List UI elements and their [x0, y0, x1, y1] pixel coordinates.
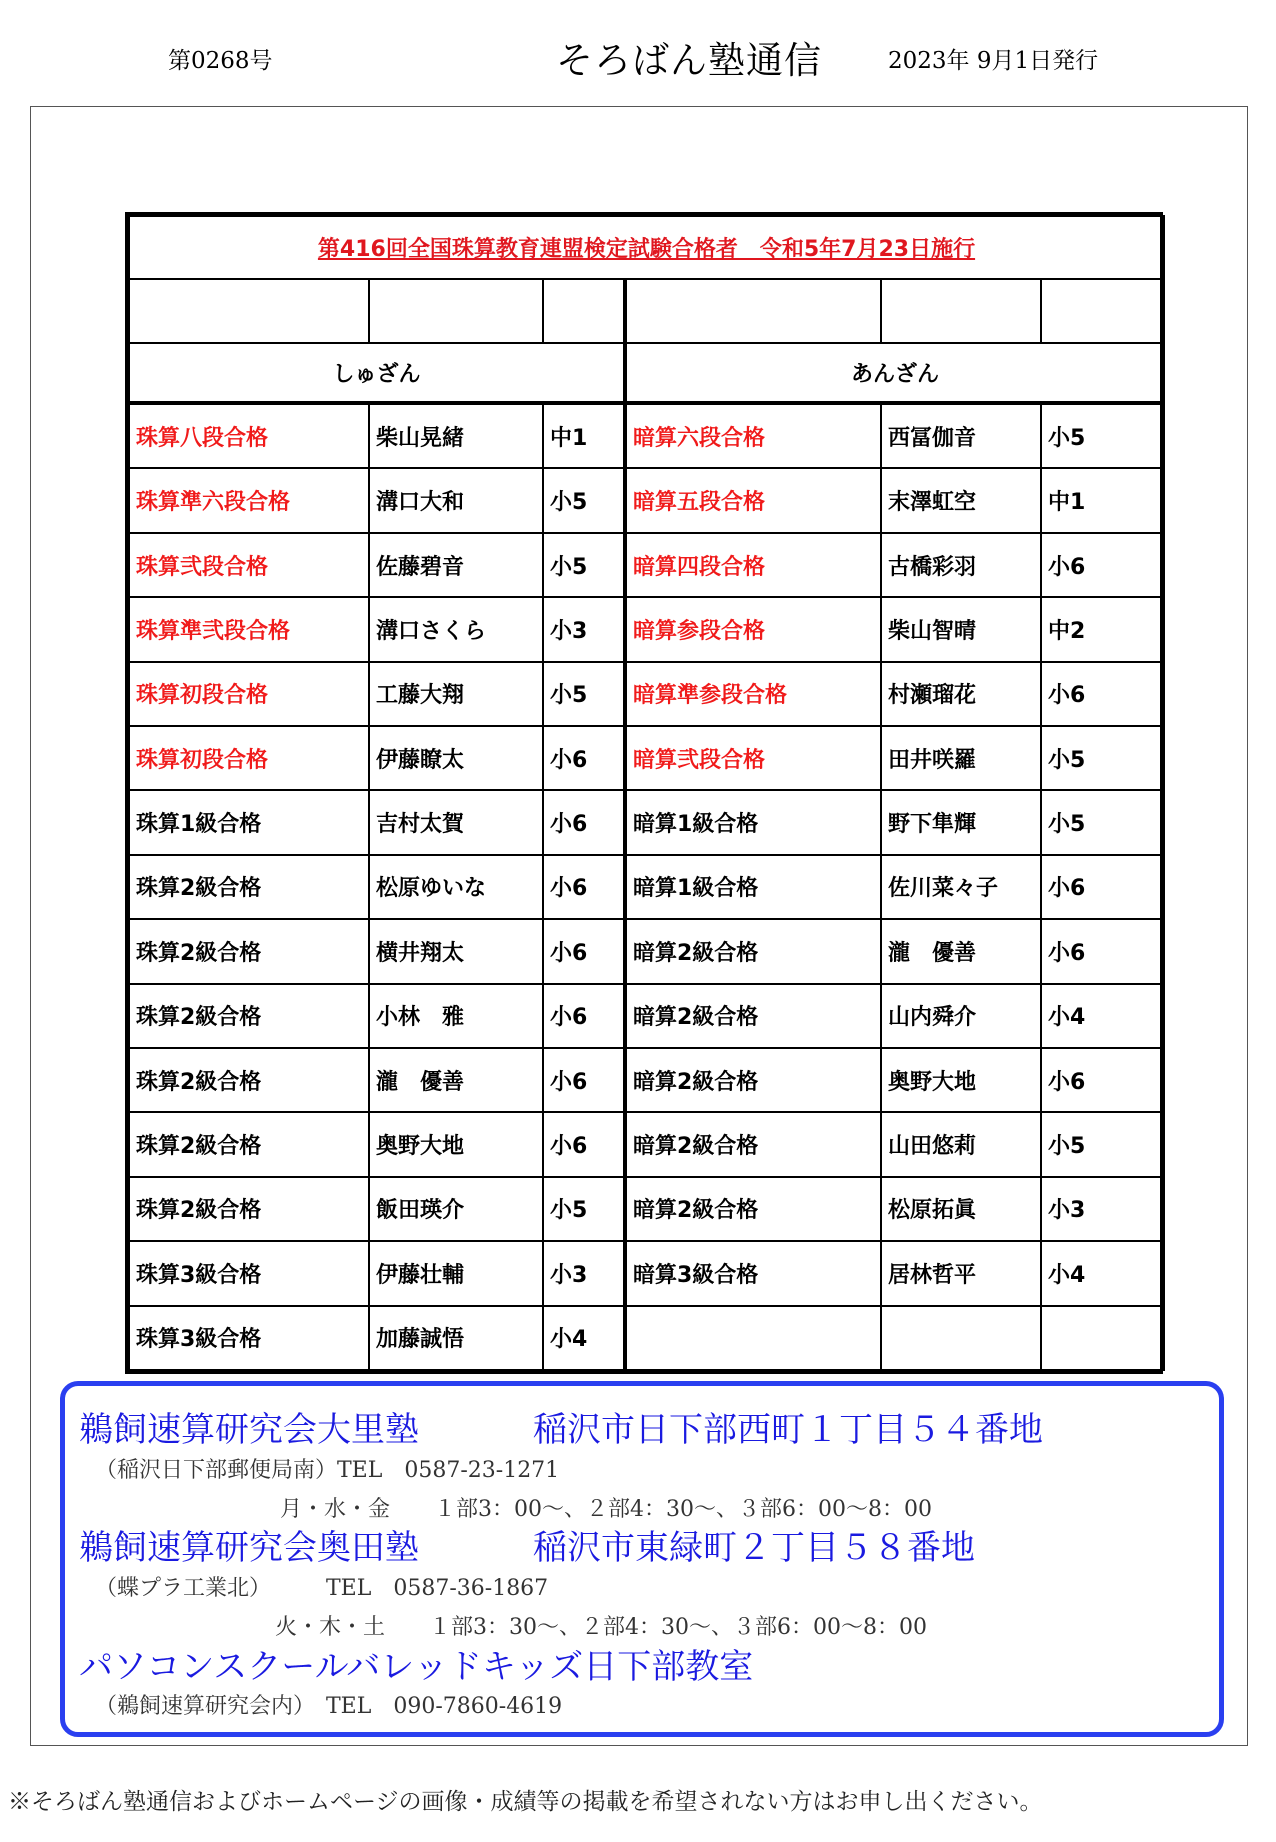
grade-year-cell: 小5: [1041, 403, 1164, 468]
grade-year-cell: 小3: [543, 1241, 625, 1305]
grade-cell: 珠算弐段合格: [129, 533, 369, 597]
school-schedule: 火・木・土 １部3：30〜、２部4：30〜、３部6：00〜8：00: [275, 1615, 927, 1640]
school-name: 鵜飼速算研究会大里塾: [79, 1410, 419, 1450]
grade-cell: 珠算2級合格: [129, 984, 369, 1048]
blank-row: [129, 279, 1164, 342]
school-name: 鵜飼速算研究会奥田塾: [79, 1528, 419, 1568]
grade-cell: 珠算2級合格: [129, 1048, 369, 1112]
grade-year-cell: 小5: [543, 468, 625, 532]
section-header-anzan: あんざん: [625, 343, 1164, 403]
result-row: [129, 919, 1164, 983]
grade-cell: 暗算1級合格: [625, 855, 881, 919]
result-row: [129, 984, 1164, 1048]
name-cell: 松原拓眞: [881, 1177, 1041, 1241]
name-cell: 居林哲平: [881, 1241, 1041, 1305]
results-title: 第416回全国珠算教育連盟検定試験合格者 令和5年7月23日施行: [317, 237, 976, 263]
grade-year-cell: 小6: [543, 919, 625, 983]
grade-cell: 暗算参段合格: [625, 597, 881, 661]
grade-year-cell: 小5: [1041, 790, 1164, 854]
name-cell: 山内舜介: [881, 984, 1041, 1048]
newsletter-title: そろばん塾通信: [556, 39, 822, 82]
issue-date: 2023年 9月1日発行: [888, 48, 1099, 74]
grade-year-cell: 小6: [1041, 855, 1164, 919]
name-cell: 古橋彩羽: [881, 533, 1041, 597]
grade-year-cell: 小6: [1041, 662, 1164, 726]
name-cell: 田井咲羅: [881, 726, 1041, 790]
name-cell: 奥野大地: [369, 1112, 543, 1176]
grade-year-cell: 小6: [1041, 533, 1164, 597]
grade-year-cell: 小4: [543, 1306, 625, 1371]
grade-cell: 暗算準参段合格: [625, 662, 881, 726]
result-row: [129, 1241, 1164, 1305]
grade-year-cell: [1041, 1306, 1164, 1371]
result-row: [129, 855, 1164, 919]
result-row: [129, 726, 1164, 790]
grade-year-cell: 小6: [1041, 919, 1164, 983]
result-row: [129, 597, 1164, 661]
result-row: [129, 790, 1164, 854]
grade-cell: 暗算2級合格: [625, 1112, 881, 1176]
name-cell: 末澤虹空: [881, 468, 1041, 532]
grade-year-cell: 小5: [1041, 726, 1164, 790]
grade-cell: 暗算2級合格: [625, 1177, 881, 1241]
school-contact: （蝶プラ工業北） TEL 0587-36-1867: [95, 1576, 549, 1601]
name-cell: 工藤大翔: [369, 662, 543, 726]
name-cell: 吉村太賀: [369, 790, 543, 854]
name-cell: 野下隼輝: [881, 790, 1041, 854]
grade-year-cell: 小4: [1041, 1241, 1164, 1305]
result-row: [129, 1177, 1164, 1241]
grade-cell: 珠算2級合格: [129, 1177, 369, 1241]
name-cell: 西冨伽音: [881, 403, 1041, 468]
school-info-box: [60, 1381, 1224, 1737]
grade-year-cell: 小5: [543, 1177, 625, 1241]
issue-number: 第0268号: [168, 48, 273, 74]
grade-cell: 珠算準弐段合格: [129, 597, 369, 661]
grade-cell: 珠算3級合格: [129, 1306, 369, 1371]
name-cell: 佐川菜々子: [881, 855, 1041, 919]
results-title-cell: [129, 216, 1164, 279]
name-cell: 小林 雅: [369, 984, 543, 1048]
grade-year-cell: 小6: [543, 855, 625, 919]
name-cell: 村瀬瑠花: [881, 662, 1041, 726]
footer-note: ※そろばん塾通信およびホームページの画像・成績等の掲載を希望されない方はお申し出ください。: [8, 1789, 1043, 1815]
result-row: [129, 403, 1164, 468]
name-cell: 柴山智晴: [881, 597, 1041, 661]
grade-cell: 暗算六段合格: [625, 403, 881, 468]
name-cell: 瀧 優善: [369, 1048, 543, 1112]
grade-year-cell: 中2: [1041, 597, 1164, 661]
grade-cell: 暗算2級合格: [625, 919, 881, 983]
grade-year-cell: 小6: [543, 1112, 625, 1176]
name-cell: 飯田瑛介: [369, 1177, 543, 1241]
school-contact: （稲沢日下部郵便局南）TEL 0587-23-1271: [95, 1458, 560, 1483]
name-cell: 横井翔太: [369, 919, 543, 983]
name-cell: 瀧 優善: [881, 919, 1041, 983]
name-cell: 加藤誠悟: [369, 1306, 543, 1371]
result-row: [129, 1306, 1164, 1371]
grade-cell: 暗算弐段合格: [625, 726, 881, 790]
school-name: パソコンスクールバレッドキッズ日下部教室: [79, 1647, 754, 1687]
grade-cell: 珠算初段合格: [129, 662, 369, 726]
name-cell: 柴山晃緒: [369, 403, 543, 468]
grade-year-cell: 中1: [543, 403, 625, 468]
grade-year-cell: 小5: [543, 662, 625, 726]
name-cell: 溝口さくら: [369, 597, 543, 661]
grade-year-cell: 小3: [543, 597, 625, 661]
name-cell: 溝口大和: [369, 468, 543, 532]
grade-cell: 暗算五段合格: [625, 468, 881, 532]
result-row: [129, 662, 1164, 726]
grade-cell: 暗算1級合格: [625, 790, 881, 854]
grade-cell: 珠算準六段合格: [129, 468, 369, 532]
grade-year-cell: 小5: [1041, 1112, 1164, 1176]
grade-year-cell: 小6: [543, 1048, 625, 1112]
name-cell: 伊藤瞭太: [369, 726, 543, 790]
grade-year-cell: 小5: [543, 533, 625, 597]
grade-cell: 珠算2級合格: [129, 919, 369, 983]
name-cell: 松原ゆいな: [369, 855, 543, 919]
result-row: [129, 468, 1164, 532]
grade-cell: 珠算2級合格: [129, 1112, 369, 1176]
school-address: 稲沢市日下部西町１丁目５４番地: [533, 1410, 1043, 1450]
grade-year-cell: 小4: [1041, 984, 1164, 1048]
section-header-shuzan: しゅざん: [129, 343, 625, 403]
grade-cell: 珠算八段合格: [129, 403, 369, 468]
grade-year-cell: 小6: [543, 790, 625, 854]
grade-cell: 珠算初段合格: [129, 726, 369, 790]
grade-year-cell: 小6: [543, 726, 625, 790]
results-table: [125, 212, 1163, 1374]
grade-cell: 暗算四段合格: [625, 533, 881, 597]
grade-cell: 暗算3級合格: [625, 1241, 881, 1305]
grade-cell: [625, 1306, 881, 1371]
grade-cell: 珠算2級合格: [129, 855, 369, 919]
result-row: [129, 533, 1164, 597]
grade-cell: 珠算1級合格: [129, 790, 369, 854]
result-row: [129, 1112, 1164, 1176]
grade-year-cell: 小3: [1041, 1177, 1164, 1241]
name-cell: 山田悠莉: [881, 1112, 1041, 1176]
grade-year-cell: 小6: [1041, 1048, 1164, 1112]
grade-cell: 暗算2級合格: [625, 984, 881, 1048]
grade-cell: 珠算3級合格: [129, 1241, 369, 1305]
name-cell: [881, 1306, 1041, 1371]
grade-cell: 暗算2級合格: [625, 1048, 881, 1112]
school-contact: （鵜飼速算研究会内） TEL 090-7860-4619: [95, 1694, 563, 1719]
name-cell: 伊藤壮輔: [369, 1241, 543, 1305]
grade-year-cell: 小6: [543, 984, 625, 1048]
school-schedule: 月・水・金 １部3：00〜、２部4：30〜、３部6：00〜8：00: [280, 1497, 932, 1522]
grade-year-cell: 中1: [1041, 468, 1164, 532]
name-cell: 佐藤碧音: [369, 533, 543, 597]
name-cell: 奥野大地: [881, 1048, 1041, 1112]
school-address: 稲沢市東緑町２丁目５８番地: [533, 1528, 975, 1568]
result-row: [129, 1048, 1164, 1112]
